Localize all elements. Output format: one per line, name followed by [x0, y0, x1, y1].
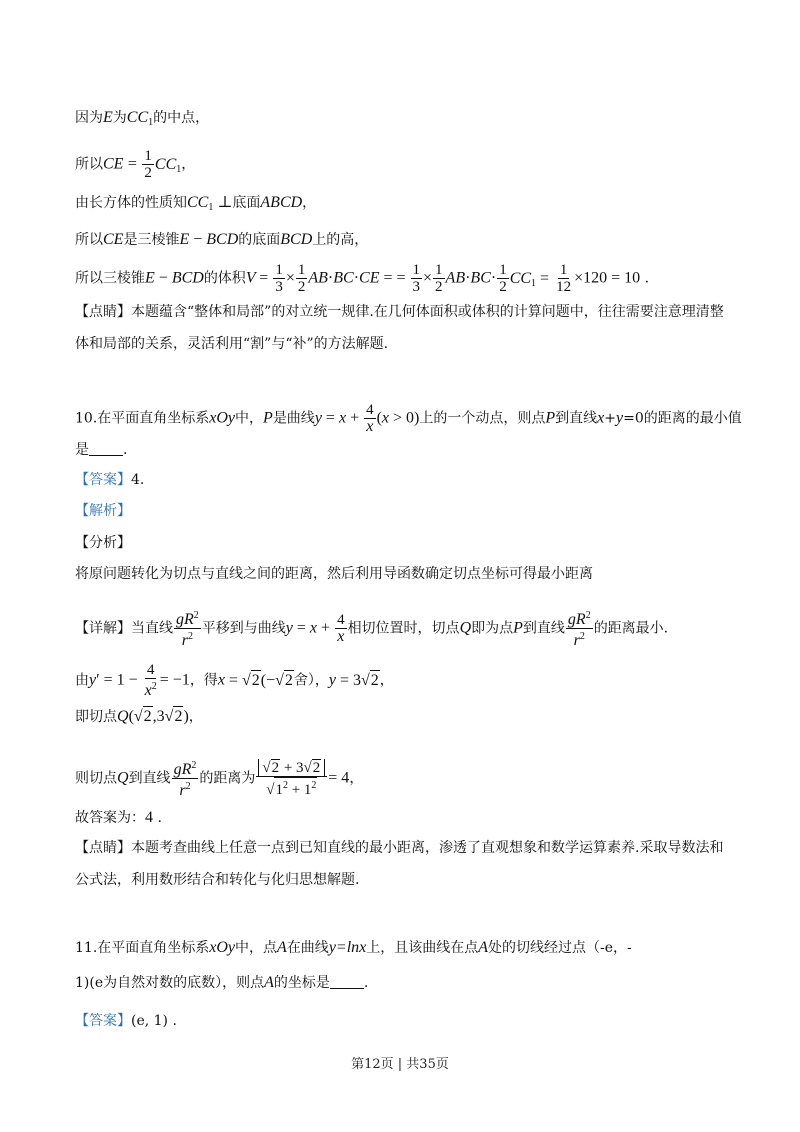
text: 1)(e为自然对数的底数），则点	[75, 975, 265, 991]
curve-formula: y=lnx	[328, 939, 367, 956]
text: 的中点，	[153, 110, 210, 126]
fenxi-tag: 【分析】	[75, 535, 131, 551]
math: x	[597, 409, 605, 427]
q10-line-2: 是 .	[75, 442, 128, 458]
text: ，得	[189, 672, 218, 689]
answer-value: (e, 1)	[131, 1013, 169, 1029]
math: x = √2(−√2	[217, 671, 293, 689]
text: 在平面直角坐标系	[97, 940, 210, 956]
text: 是	[75, 442, 89, 458]
q11-answer: 【答案】(e, 1) .	[75, 1013, 177, 1029]
jiexi-tag: 【解析】	[75, 503, 131, 519]
q10-distance-line: 则切点Q到直线 $\frac{gR^2}{r^2}$ 的距离为 $\frac{√2 + 3√2}{√1^2 + 1^2}$ = 4，	[75, 760, 364, 799]
text: =0的距离的最小值	[623, 410, 742, 427]
text: 所以	[75, 156, 103, 173]
text: 是三棱锥	[123, 232, 180, 248]
fraction: $\frac{gR^2}{r^2}$	[176, 610, 199, 649]
answer-blank	[330, 974, 364, 989]
math: BCD	[280, 231, 313, 248]
text: 所以三棱锥	[75, 270, 145, 287]
text: 故答案为：	[75, 810, 145, 826]
text: 平移到与曲线	[201, 620, 286, 637]
text: 上的一个动点，则点	[419, 410, 546, 427]
text: ，	[379, 672, 394, 689]
dianjing-1-line-b	[75, 334, 388, 354]
text: 上，且该曲线在点	[366, 940, 479, 956]
text: 本题考查曲线上任意一点到已知直线的最小距离，渗透了直观想象和数学运算素养.采取导数法和	[131, 840, 724, 856]
text: 即切点	[75, 709, 117, 725]
math: y′ = 1 −	[89, 671, 142, 689]
text: 上的高，	[312, 232, 369, 248]
math: E − BCD	[179, 231, 239, 248]
text: 所以	[75, 232, 103, 248]
text-line-1	[75, 108, 209, 133]
text: 中，点	[235, 940, 278, 956]
text: 的体积	[203, 270, 246, 287]
text-line-2: 所以CE = $\frac{1}{2}$ $CC_1$，	[75, 148, 196, 181]
math: ABCD	[260, 194, 303, 211]
math: y = x +	[285, 619, 331, 637]
text-line-4	[75, 230, 368, 250]
text: 当直线	[131, 620, 173, 637]
answer-value: 4.	[131, 472, 145, 488]
q10-answer	[75, 470, 144, 490]
math: CE	[103, 155, 124, 173]
text: 相切位置时，切点	[347, 620, 460, 637]
answer-blank	[89, 441, 123, 456]
q10-derivative-line: 由y′ = 1 − $\frac{4}{x^2}$ = −1，得x = √2(−√2舍），y = 3√2，	[75, 662, 394, 699]
text: 在平面直角坐标系	[97, 410, 210, 427]
dianjing-tag: 【点睛】	[75, 304, 131, 320]
math: E − BCD	[145, 269, 204, 287]
text-line-3: 由长方体的性质知$CC_1$ ⊥底面ABCD，	[75, 194, 317, 213]
math: CE	[103, 231, 124, 248]
text: 是曲线	[272, 410, 315, 427]
volume-formula: V =	[245, 269, 269, 287]
math: Q(√2,3√2)	[117, 708, 189, 725]
text: 则切点	[75, 770, 117, 787]
math: P	[545, 409, 556, 427]
text: 为	[112, 110, 127, 126]
math: P	[263, 409, 273, 427]
xiangjie-tag: 【详解】	[75, 620, 131, 637]
q10-fenxi	[75, 564, 593, 584]
text: 的距离最小.	[593, 620, 669, 637]
text: 到直线	[522, 620, 565, 637]
math: $CC_1$	[154, 155, 182, 175]
q11-line-2: 1)(e为自然对数的底数），则点A的坐标是 .	[75, 974, 369, 991]
math: xOy	[209, 409, 236, 427]
math: xOy	[209, 939, 236, 956]
text: 底面	[232, 195, 261, 211]
answer-tag: 【答案】	[75, 1013, 131, 1029]
q10-jiexi	[75, 501, 131, 521]
q10-xiangjie-line: 【详解】当直线 $\frac{gR^2}{r^2}$ 平移到与曲线y = x + $\frac{4}{x}$ 相切位置时，切点Q即为点P到直线 $\frac{gR^2}{r^2}$ 的距离最小.	[75, 610, 669, 649]
final-value: 4	[145, 809, 153, 826]
question-number: 10.	[75, 410, 98, 427]
text: 到直线	[555, 410, 598, 427]
distance-fraction: $\frac{√2 + 3√2}{√1^2 + 1^2}$	[256, 759, 327, 798]
text: 的底面	[238, 232, 281, 248]
text: 即为点	[471, 620, 514, 637]
text: 公式法，利用数形结合和转化与化归思想解题.	[75, 872, 360, 888]
text: 由长方体的性质知	[75, 195, 187, 211]
text: 中，	[235, 410, 264, 427]
text-line-5: 所以三棱锥E − BCD的体积V = $\frac{1}{3}$ × $\frac{1}{2}$ AB·BC·CE = = $\frac{1}{3}$ × $\frac{1}{2}$ AB·BC· $\frac{1}{2}$ $CC_1$ = $\frac{1}{12}$ ×120 = 10 .	[75, 262, 650, 295]
q10-fenxi-tag-line	[75, 533, 131, 553]
q11-line-1: 11.在平面直角坐标系xOy中，点A在曲线y=lnx上，且该曲线在点A处的切线经过点（-e，-	[75, 939, 632, 956]
text: 的坐标是	[273, 975, 330, 991]
text: 由	[75, 672, 89, 689]
text: 体和局部的关系，灵活利用“割”与“补”的方法解题.	[75, 336, 389, 352]
q10-dianjing-line-a	[75, 838, 723, 858]
q10-line-1: 10.在平面直角坐标系xOy中，P是曲线y = x + $\frac{4}{x}$ (x > 0)上的一个动点，则点P到直线x+y=0的距离的最小值	[75, 402, 742, 435]
math: $CC_1$ ⊥	[187, 194, 233, 213]
curve-formula: y = x +	[314, 409, 360, 427]
text: 将原问题转化为切点与直线之间的距离，然后利用导函数确定切点坐标可得最小距离	[75, 566, 593, 582]
page-footer: 第12页 | 共35页	[351, 1057, 449, 1072]
text: 因为	[75, 110, 103, 126]
fraction: $\frac{1}{2}$	[144, 148, 152, 181]
q10-final-answer: 故答案为：4 .	[75, 809, 162, 826]
dianjing-1-line-a	[75, 302, 724, 322]
text: 处的切线经过点（-e，-	[488, 940, 632, 956]
question-number: 11.	[75, 940, 98, 956]
answer-tag: 【答案】	[75, 472, 131, 488]
text: 到直线	[128, 770, 171, 787]
dianjing-tag: 【点睛】	[75, 840, 131, 856]
text: 在曲线	[286, 940, 329, 956]
q10-tangent-point-line: 即切点Q(√2,3√2)，	[75, 708, 203, 725]
text: 本题蕴含“整体和局部”的对立统一规律.在几何体面积或体积的计算问题中，往往需要注意理清整	[131, 304, 724, 320]
math: E	[103, 109, 113, 126]
q10-dianjing-line-b	[75, 870, 359, 890]
text: 的距离为	[199, 770, 256, 787]
text: 舍）	[293, 672, 315, 689]
math: $CC_1$	[126, 109, 154, 128]
